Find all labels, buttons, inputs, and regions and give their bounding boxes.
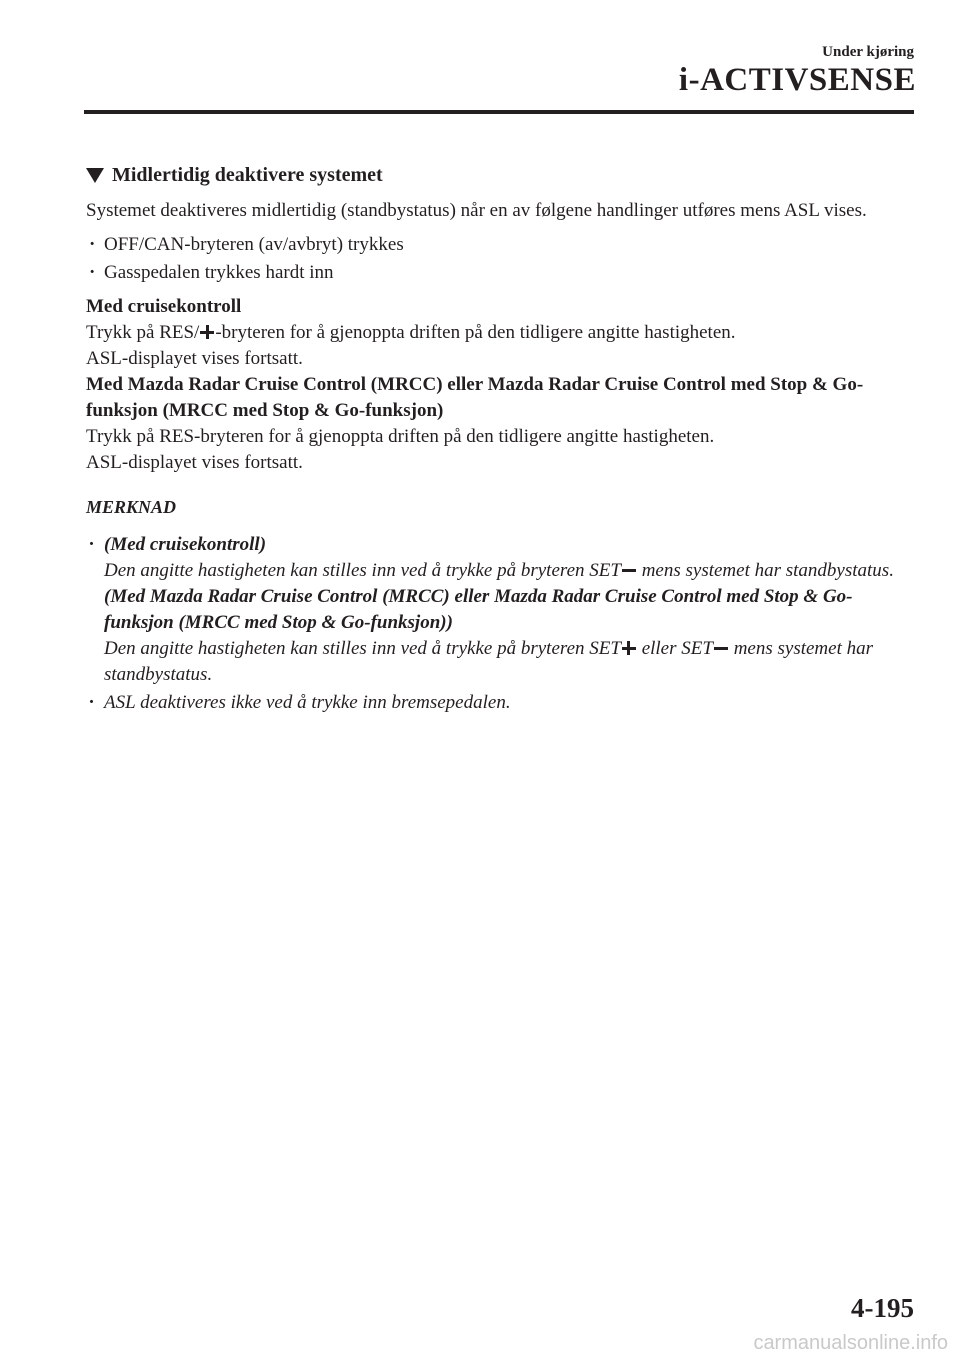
bullet-icon: ·	[89, 234, 96, 255]
note-item	[86, 690, 916, 716]
header-section: Under kjøring	[822, 44, 914, 60]
bullet-icon: ·	[89, 262, 96, 283]
watermark: carmanualsonline.info	[753, 1332, 948, 1354]
cruise-line1-b: -bryteren for å gjenoppta driften på den tidligere angitte hastigheten.	[215, 322, 736, 343]
bullet-icon: ·	[89, 692, 94, 713]
bullet-icon: ·	[89, 534, 94, 555]
note-block	[86, 532, 916, 716]
list-item-text: OFF/CAN-bryteren (av/avbryt) trykkes	[104, 234, 404, 255]
cruise-line1	[86, 320, 916, 346]
note-item1-text-a: Den angitte hastigheten kan stilles inn ved å trykke på bryteren SET	[104, 560, 621, 581]
list-item-text: Gasspedalen trykkes hardt inn	[104, 262, 334, 283]
plus-icon	[622, 641, 636, 655]
header-title: i-ACTIVSENSE	[678, 62, 916, 98]
note-item1-text-b: mens systemet har standbystatus.	[636, 560, 894, 581]
cruise-heading: Med cruisekontroll	[86, 296, 242, 317]
mrcc-line1: Trykk på RES-bryteren for å gjenoppta driften på den tidligere angitte hastigheten.	[86, 426, 715, 447]
section-heading-text: Midlertidig deaktivere systemet	[112, 164, 383, 186]
header-rule	[84, 110, 914, 114]
list-item	[86, 232, 916, 258]
triangle-marker-icon	[86, 168, 104, 183]
minus-icon	[622, 563, 636, 577]
mrcc-line2: ASL-displayet vises fortsatt.	[86, 452, 303, 473]
cruise-line2: ASL-displayet vises fortsatt.	[86, 348, 303, 369]
note-item1-heading: (Med cruisekontroll)	[104, 534, 267, 555]
page-content	[86, 162, 916, 718]
note-item1-text2-a: Den angitte hastigheten kan stilles inn ved å trykke på bryteren SET	[104, 638, 621, 659]
intro-paragraph: Systemet deaktiveres midlertidig (standbystatus) når en av følgene handlinger utføres mens ASL vises.	[86, 200, 867, 221]
list-item	[86, 260, 916, 286]
page-number: 4-195	[851, 1293, 914, 1323]
note-item1-heading2: (Med Mazda Radar Cruise Control (MRCC) eller Mazda Radar Cruise Control med Stop & Go-funksjon (MRCC med Stop & Go-funksjon))	[104, 586, 853, 633]
condition-list	[86, 232, 916, 286]
note-item2-text: ASL deaktiveres ikke ved å trykke inn bremsepedalen.	[104, 692, 511, 713]
mrcc-heading: Med Mazda Radar Cruise Control (MRCC) eller Mazda Radar Cruise Control med Stop & Go-funksjon (MRCC med Stop & Go-funksjon)	[86, 374, 864, 421]
note-item1-text	[104, 558, 916, 584]
cruise-line1-a: Trykk på RES/	[86, 322, 200, 343]
note-item1-text2-c: mens systemet har standbystatus.	[104, 638, 873, 685]
note-item1-text2	[104, 636, 916, 688]
note-item	[86, 532, 916, 688]
section-heading	[86, 162, 916, 188]
note-title: MERKNAD	[86, 497, 177, 517]
minus-icon	[714, 641, 728, 655]
note-item1-text2-b: eller SET	[636, 638, 713, 659]
plus-icon	[200, 325, 214, 339]
